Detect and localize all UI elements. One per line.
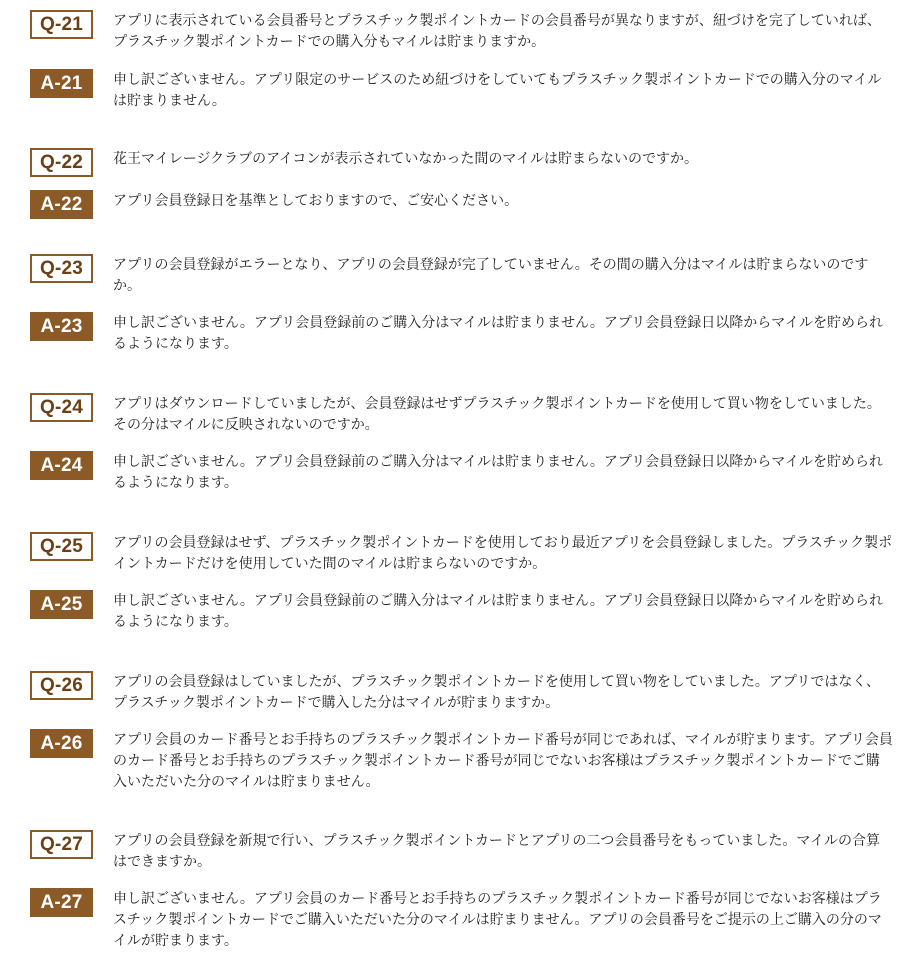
answer-badge: A-27 xyxy=(30,888,93,917)
answer-text: 申し訳ございません。アプリ会員登録前のご購入分はマイルは貯まりません。アプリ会員登録日以降からマイルを貯められるようになります。 xyxy=(113,315,883,352)
question-text: アプリはダウンロードしていましたが、会員登録はせずプラスチック製ポイントカードを使用して買い物をしていました。その分はマイルに反映されないのですか。 xyxy=(113,396,881,433)
question-badge: Q-21 xyxy=(30,10,93,39)
question-badge: Q-23 xyxy=(30,254,93,283)
question-badge: Q-25 xyxy=(30,532,93,561)
answer-text: 申し訳ございません。アプリ会員のカード番号とお手持ちのプラスチック製ポイントカード番号が同じでないお客様はプラスチック製ポイントカードでご購入いただいた分のマイルは貯まりません。アプリの会員番号をご提示の上ご購入の分のマイルが貯まります。 xyxy=(113,891,882,949)
answer-text: アプリ会員のカード番号とお手持ちのプラスチック製ポイントカード番号が同じであれば、マイルが貯まります。アプリ会員のカード番号とお手持ちのプラスチック製ポイントカード番号が同じでないお客様はプラスチック製ポイントカードでご購入いただいた分のマイルは貯まりません。 xyxy=(113,732,893,790)
question-badge: Q-26 xyxy=(30,671,93,700)
question-text: アプリに表示されている会員番号とプラスチック製ポイントカードの会員番号が異なりますが、紐づけを完了していれば、プラスチック製ポイントカードでの購入分もマイルは貯まりますか。 xyxy=(113,13,881,50)
question-text: アプリの会員登録がエラーとなり、アプリの会員登録が完了していません。その間の購入分はマイルは貯まらないのですか。 xyxy=(113,257,869,294)
answer-badge: A-22 xyxy=(30,190,93,219)
question-text: アプリの会員登録はしていましたが、プラスチック製ポイントカードを使用して買い物をしていました。アプリではなく、プラスチック製ポイントカードで購入した分はマイルが貯まりますか。 xyxy=(113,674,881,711)
question-text: アプリの会員登録はせず、プラスチック製ポイントカードを使用しており最近アプリを会員登録しました。プラスチック製ポイントカードだけを使用していた間のマイルは貯まらないのですか。 xyxy=(113,535,893,572)
answer-text: 申し訳ございません。アプリ会員登録前のご購入分はマイルは貯まりません。アプリ会員登録日以降からマイルを貯められるようになります。 xyxy=(113,454,883,491)
answer-badge: A-23 xyxy=(30,312,93,341)
answer-badge: A-24 xyxy=(30,451,93,480)
question-text: 花王マイレージクラブのアイコンが表示されていなかった間のマイルは貯まらないのですか。 xyxy=(113,151,699,167)
answer-badge: A-21 xyxy=(30,69,93,98)
answer-badge: A-26 xyxy=(30,729,93,758)
question-text: アプリの会員登録を新規で行い、プラスチック製ポイントカードとアプリの二つ会員番号をもっていました。マイルの合算はできますか。 xyxy=(113,833,881,870)
question-badge: Q-24 xyxy=(30,393,93,422)
answer-badge: A-25 xyxy=(30,590,93,619)
answer-text: 申し訳ございません。アプリ会員登録前のご購入分はマイルは貯まりません。アプリ会員登録日以降からマイルを貯められるようになります。 xyxy=(113,593,883,630)
answer-text: アプリ会員登録日を基準としておりますので、ご安心ください。 xyxy=(113,193,519,209)
answer-text: 申し訳ございません。アプリ限定のサービスのため紐づけをしていてもプラスチック製ポイントカードでの購入分のマイルは貯まりません。 xyxy=(113,72,882,109)
question-badge: Q-27 xyxy=(30,830,93,859)
question-badge: Q-22 xyxy=(30,148,93,177)
